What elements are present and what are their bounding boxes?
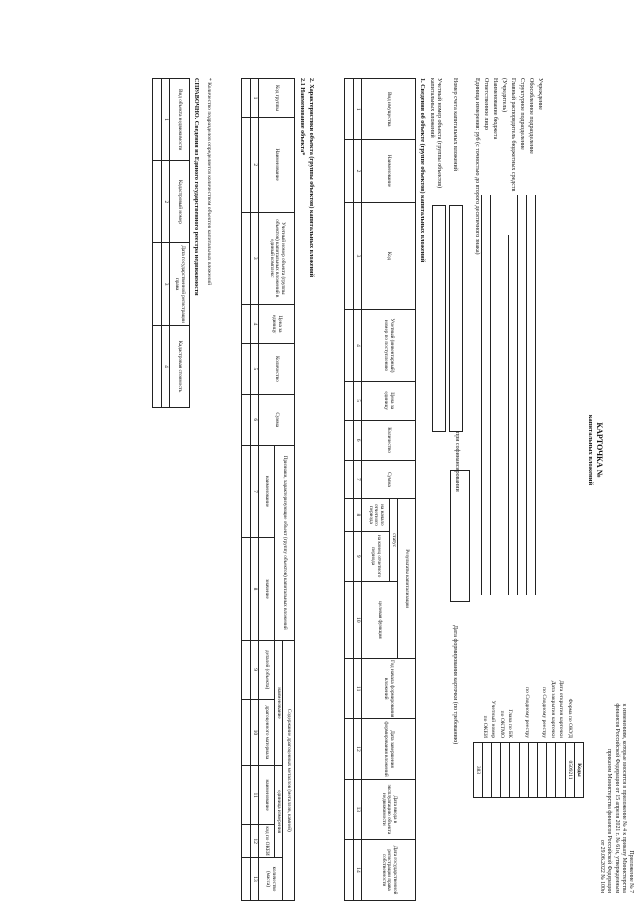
col-header: на начало отчетного периода <box>362 499 390 531</box>
table-row[interactable] <box>345 79 354 901</box>
code-label: Глава по БК <box>507 709 514 738</box>
account-number-box[interactable] <box>449 205 463 432</box>
code-label: Дата закрытия карточки <box>550 680 556 738</box>
section2-table <box>241 78 295 901</box>
col-header: Признаки, характеризующие объект (группу объектов) капитальных вложений <box>275 445 295 640</box>
col-number: 4 <box>251 305 259 344</box>
code-label: по Сводному реестру <box>524 687 531 738</box>
col-header: наименование <box>259 766 275 825</box>
reference-table <box>152 78 190 408</box>
header-field-label: (Учредитель) <box>501 78 507 113</box>
col-header: Дата государственной регистрации права собственности <box>362 840 416 901</box>
col-header: драгоценного материала <box>259 699 275 766</box>
col-header: Учетный номер объекта (группы объектов) капитальных вложений в единый комплекс <box>259 212 295 305</box>
code-value <box>501 743 510 798</box>
accounting-number-box[interactable] <box>432 205 446 432</box>
appendix-line: к изменениям, которые вносятся в приложение № 4 к приказу Министерства <box>620 703 627 893</box>
col-header: Сумма <box>362 460 416 499</box>
col-number: 11 <box>251 766 259 825</box>
appendix-line: приказом Министерства финансов Российской Федерации <box>606 748 613 893</box>
field-line <box>535 195 536 595</box>
field-line <box>481 195 482 595</box>
header-field-label: Обособленное подразделение <box>528 78 534 154</box>
col-header: деталей (объекта) <box>259 640 275 699</box>
header-field-label: Единица измерения: руб (с точностью до второго десятичного знака) <box>474 78 480 255</box>
appendix-line: Приложение № 7 <box>628 850 634 893</box>
accounting-number-label: Учетный номер объекта (группы объектов) капитальных вложений <box>429 78 442 189</box>
col-header: Количество <box>362 420 416 460</box>
code-value <box>538 743 547 798</box>
header-field-label: Ответственное лицо <box>483 78 489 130</box>
col-number: 6 <box>354 420 362 460</box>
col-header: Год начала формирования вложений <box>362 659 416 719</box>
col-header: наименование <box>259 445 275 538</box>
section1-table <box>344 78 416 901</box>
col-number: 13 <box>354 779 362 839</box>
field-line <box>517 195 518 595</box>
col-header: Цена за единицу <box>362 381 416 420</box>
code-value <box>492 743 501 798</box>
code-value: 383 <box>473 743 482 798</box>
col-number: 5 <box>354 381 362 420</box>
col-number: 12 <box>251 825 259 858</box>
code-value <box>510 743 519 798</box>
col-header: единица измерения <box>275 766 283 858</box>
col-header: Содержание драгоценных металлов (металлов, камней) <box>283 640 295 900</box>
col-number: 9 <box>251 640 259 699</box>
col-number: 7 <box>354 460 362 499</box>
code-value: 0509211 <box>565 743 574 798</box>
table-row[interactable] <box>153 79 162 408</box>
col-header: целевая функция <box>362 581 398 658</box>
code-value <box>519 743 528 798</box>
col-header: Наименование <box>259 117 295 212</box>
col-header: код по ОКЕИ <box>259 825 275 858</box>
code-label: по Сводному реестру <box>541 687 548 738</box>
code-value <box>547 743 556 798</box>
col-number: 1 <box>354 79 362 140</box>
col-header: Количество <box>259 343 295 394</box>
col-header: Вид объекта недвижимости <box>170 79 190 161</box>
code-label: по ОКТМО <box>499 710 505 738</box>
table-row[interactable] <box>242 79 251 901</box>
code-value <box>556 743 565 798</box>
footnote: * Количество подразделов определяется количеством объектов капитальных вложений <box>206 78 212 286</box>
col-header: Результаты капитализации <box>398 499 416 659</box>
col-header: на конец отчетного периода <box>362 531 390 581</box>
col-number: 10 <box>354 581 362 658</box>
field-line <box>508 235 509 595</box>
col-number: 3 <box>251 212 259 305</box>
appendix-note <box>598 633 634 893</box>
account-number-label: Номер счета капитальных вложений <box>452 78 458 171</box>
col-header: Код <box>362 202 416 310</box>
col-number: 10 <box>251 699 259 766</box>
col-number: 2 <box>354 140 362 202</box>
col-header: статус <box>390 499 398 582</box>
appendix-line: финансов Российской Федерации от 15 апреля 2021 г. № 61н, утвержденным <box>613 703 620 893</box>
code-label: Учетный номер <box>490 700 497 738</box>
col-number: 4 <box>354 310 362 381</box>
section1-title: 1. Сведения об объекте (группе объектов) капитальных вложений <box>419 78 426 263</box>
col-header: Кадастровый номер <box>170 161 190 243</box>
appendix-line: от 29.06.2022 № 100н <box>599 839 606 893</box>
code-value <box>482 743 491 798</box>
cofinancing-box[interactable] <box>450 470 470 602</box>
header-field-label: Учреждение <box>537 78 543 110</box>
codes-header: Коды <box>574 743 583 798</box>
col-header: наименование <box>275 640 283 766</box>
col-header: Код группы <box>259 79 295 118</box>
col-number: 12 <box>354 719 362 779</box>
reference-title: СПРАВОЧНО. Сведения из Единого государственного реестра недвижимости <box>193 78 200 296</box>
col-number: 5 <box>251 343 259 394</box>
col-number: 8 <box>251 538 259 640</box>
col-header: Наименование <box>362 140 416 202</box>
code-label: Форма по ОКУД <box>567 698 573 738</box>
card-subtitle: капитальных вложений <box>587 414 594 486</box>
col-header: количество (масса) <box>259 858 283 901</box>
code-labels <box>473 600 573 738</box>
col-header: Дата государственной регистрации права <box>170 243 190 326</box>
col-number: 8 <box>354 499 362 531</box>
col-number: 2 <box>251 117 259 212</box>
col-number: 6 <box>251 394 259 445</box>
code-value <box>528 743 537 798</box>
col-number: 3 <box>162 243 170 326</box>
col-header: Цена за единицу <box>259 305 295 344</box>
code-label: Дата открытия карточки <box>558 680 565 738</box>
col-header: Вид имущества <box>362 79 416 140</box>
section2-title: 2. Характеристики объекта (группы объектов) капитальных вложений <box>308 78 315 278</box>
col-number: 9 <box>354 531 362 581</box>
header-field-label: Наименование бюджета <box>492 78 498 140</box>
col-number: 2 <box>162 161 170 243</box>
field-line <box>526 195 527 595</box>
col-header: Дата ввода в эксплуатацию объекта недвижимости <box>362 779 416 839</box>
field-line <box>490 195 491 595</box>
col-number: 3 <box>354 202 362 310</box>
col-number: 1 <box>251 79 259 118</box>
col-header: значение <box>259 538 275 640</box>
codes-table <box>473 742 584 798</box>
card-title: КАРТОЧКА № <box>595 422 604 478</box>
col-header: Дата завершения формирования вложений <box>362 719 416 779</box>
col-number: 14 <box>354 840 362 901</box>
section2-subtitle: 2.1 Наименование объекта* <box>299 78 306 156</box>
col-number: 11 <box>354 659 362 719</box>
formation-date-label: Дата формирования карточки (по требованию) <box>452 625 458 745</box>
col-header: Сумма <box>259 394 295 445</box>
col-header: Учетный (инвентарный) номер по поступлению <box>362 310 416 381</box>
col-number: 7 <box>251 445 259 538</box>
col-number: 1 <box>162 79 170 161</box>
col-header: Кадастровая стоимость <box>170 325 190 407</box>
header-field-label: Структурное подразделение <box>519 78 525 150</box>
code-label: по ОКЕИ <box>482 715 488 738</box>
col-number: 4 <box>162 325 170 407</box>
cofinancing-label: при софинансировании <box>454 432 460 492</box>
header-field-label: Главный распорядитель бюджетных средств <box>510 78 516 192</box>
col-number: 13 <box>251 858 259 901</box>
